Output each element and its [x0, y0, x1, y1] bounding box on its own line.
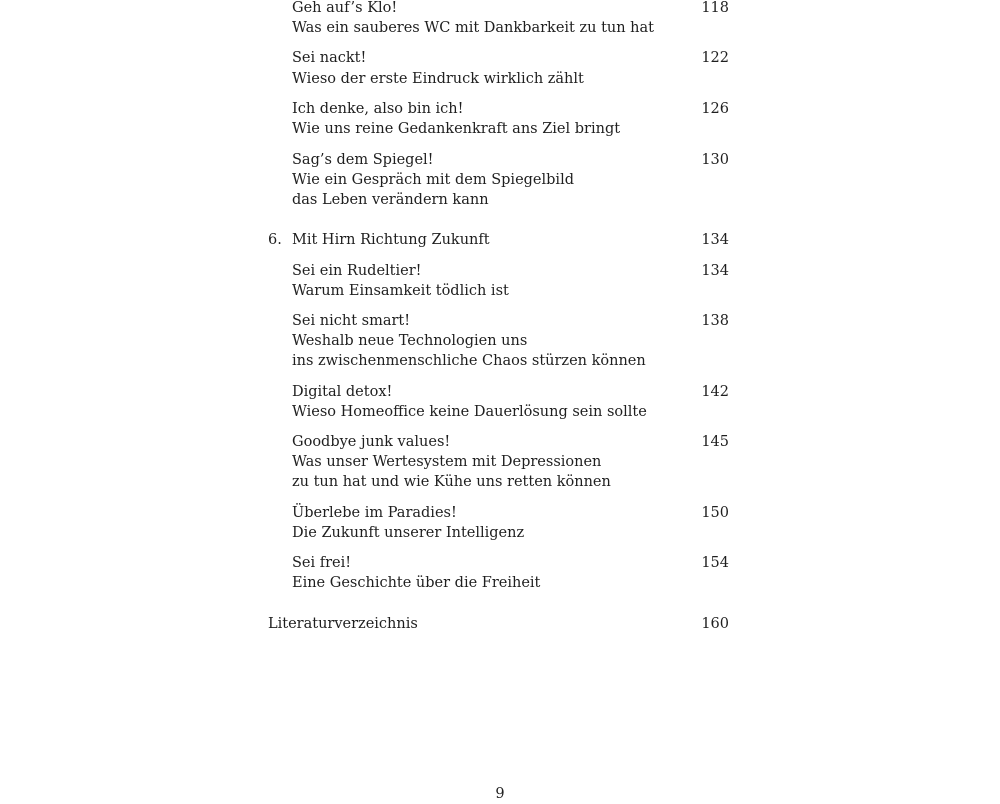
bibliography-title: Literaturverzeichnis: [268, 616, 418, 632]
bibliography-page: 160: [701, 616, 729, 632]
toc-entry-subtitle: ins zwischenmenschliche Chaos stürzen können: [292, 353, 646, 369]
toc-entry-subtitle: Die Zukunft unserer Intelligenz: [292, 525, 525, 541]
toc-entry-title: Sei frei!: [292, 555, 352, 571]
toc-entry-title: Geh auf’s Klo!: [292, 0, 398, 16]
toc-entry-subtitle: zu tun hat und wie Kühe uns retten können: [292, 474, 611, 490]
toc-entry-title: Goodbye junk values!: [292, 434, 451, 450]
toc-entry-title: Sag’s dem Spiegel!: [292, 152, 434, 168]
toc-entry-title: Ich denke, also bin ich!: [292, 101, 464, 117]
toc-entry-title: Sei ein Rudeltier!: [292, 263, 422, 279]
toc-entry-subtitle: Weshalb neue Technologien uns: [292, 333, 528, 349]
toc-entry-page: 134: [701, 263, 729, 279]
toc-entry-title: Sei nicht smart!: [292, 313, 411, 329]
toc-entry-subtitle: Wieso Homeoffice keine Dauerlösung sein sollte: [292, 404, 647, 420]
toc-entry-page: 126: [701, 101, 729, 117]
toc-entry-subtitle: Was ein sauberes WC mit Dankbarkeit zu tun hat: [292, 20, 654, 36]
toc-entry-subtitle: Was unser Wertesystem mit Depressionen: [292, 454, 602, 470]
toc-entry-subtitle: das Leben verändern kann: [292, 192, 489, 208]
toc-entry-subtitle: Eine Geschichte über die Freiheit: [292, 575, 541, 591]
toc-entry-title: Überlebe im Paradies!: [292, 505, 457, 521]
page-number: 9: [495, 786, 505, 802]
toc-entry-subtitle: Wie ein Gespräch mit dem Spiegelbild: [292, 172, 574, 188]
toc-entry-page: 138: [701, 313, 729, 329]
toc-entry-subtitle: Wie uns reine Gedankenkraft ans Ziel bringt: [292, 121, 621, 137]
chapter-page: 134: [701, 232, 729, 248]
chapter-title: Mit Hirn Richtung Zukunft: [292, 232, 490, 248]
toc-entry-page: 130: [701, 152, 729, 168]
toc-entry-title: Digital detox!: [292, 384, 393, 400]
toc-entry-page: 154: [701, 555, 729, 571]
toc-entry-subtitle: Warum Einsamkeit tödlich ist: [292, 283, 509, 299]
toc-entry-page: 142: [701, 384, 729, 400]
toc-entry-page: 150: [701, 505, 729, 521]
toc-entry-title: Sei nackt!: [292, 50, 367, 66]
toc-entry-page: 118: [701, 0, 729, 16]
toc-entry-subtitle: Wieso der erste Eindruck wirklich zählt: [292, 71, 584, 87]
toc-entry-page: 122: [701, 50, 729, 66]
toc-entry-page: 145: [701, 434, 729, 450]
chapter-number: 6.: [268, 232, 282, 248]
